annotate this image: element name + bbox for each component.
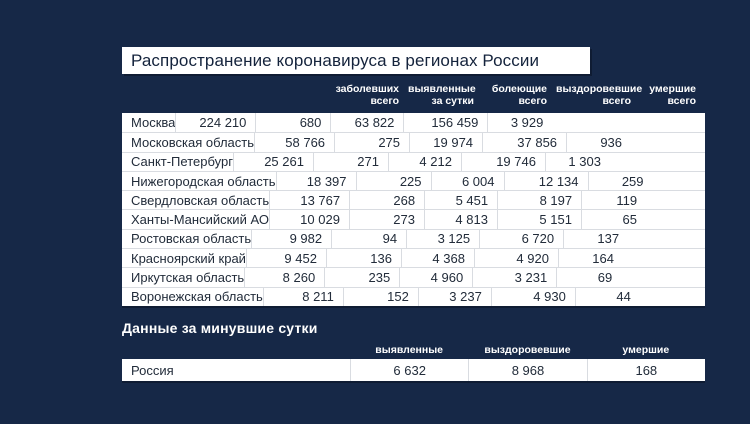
daily-recovered-cell: 8 968 bbox=[468, 359, 586, 381]
recovered-cell: 12 134 bbox=[504, 172, 588, 190]
daily-cases-cell: 235 bbox=[324, 268, 399, 286]
header-active-cases: болеющие всего bbox=[491, 83, 547, 107]
deaths-cell: 3 929 bbox=[487, 113, 552, 132]
daily-cases-cell: 225 bbox=[356, 172, 431, 190]
total-cases-cell: 9 982 bbox=[251, 230, 331, 248]
total-cases-cell: 10 029 bbox=[269, 210, 349, 228]
recovered-cell: 4 930 bbox=[491, 288, 575, 306]
daily-header-deaths: умершие bbox=[622, 344, 670, 356]
recovered-cell: 5 151 bbox=[497, 210, 581, 228]
region-name-cell: Санкт-Петербург bbox=[131, 154, 233, 170]
recovered-cell: 37 856 bbox=[482, 133, 566, 151]
total-cases-cell: 224 210 bbox=[175, 113, 255, 132]
daily-detected-cell: 6 632 bbox=[350, 359, 468, 381]
total-cases-cell: 25 261 bbox=[233, 153, 313, 171]
active-cases-cell: 3 125 bbox=[406, 230, 479, 248]
daily-cases-cell: 268 bbox=[349, 191, 424, 209]
recovered-cell: 3 231 bbox=[472, 268, 556, 286]
title-box bbox=[122, 47, 590, 74]
region-name-cell: Московская область bbox=[131, 134, 255, 150]
table-row bbox=[122, 287, 705, 306]
deaths-cell: 44 bbox=[575, 288, 640, 306]
daily-cases-cell: 271 bbox=[313, 153, 388, 171]
active-cases-cell: 4 813 bbox=[424, 210, 497, 228]
deaths-cell: 259 bbox=[588, 172, 653, 190]
region-name-cell: Ростовская область bbox=[131, 231, 252, 247]
active-cases-cell: 3 237 bbox=[418, 288, 491, 306]
region-name-cell: Ханты-Мансийский АО bbox=[131, 212, 269, 228]
total-cases-cell: 8 211 bbox=[263, 288, 343, 306]
recovered-cell: 8 197 bbox=[497, 191, 581, 209]
table-row bbox=[122, 132, 705, 151]
total-cases-cell: 8 260 bbox=[244, 268, 324, 286]
recovered-cell: 156 459 bbox=[403, 113, 487, 132]
deaths-cell: 69 bbox=[556, 268, 621, 286]
active-cases-cell: 6 004 bbox=[431, 172, 504, 190]
russia-daily-row bbox=[122, 359, 705, 381]
daily-cases-cell: 152 bbox=[343, 288, 418, 306]
table-row bbox=[122, 229, 705, 248]
table-row bbox=[122, 190, 705, 209]
regions-table bbox=[122, 113, 705, 306]
deaths-cell: 65 bbox=[581, 210, 646, 228]
region-name-cell: Нижегородская область bbox=[131, 173, 276, 189]
daily-header-spacer bbox=[122, 345, 350, 356]
header-total-cases: заболевших всего bbox=[335, 83, 399, 107]
country-name-cell: Россия bbox=[131, 362, 174, 378]
header-recovered: выздоровевшие всего bbox=[556, 83, 643, 107]
total-cases-cell: 58 766 bbox=[254, 133, 334, 151]
daily-table-column-headers bbox=[122, 345, 705, 356]
deaths-cell: 119 bbox=[581, 191, 646, 209]
table-row bbox=[122, 209, 705, 228]
daily-cases-cell: 680 bbox=[255, 113, 330, 132]
deaths-cell: 137 bbox=[563, 230, 628, 248]
total-cases-cell: 9 452 bbox=[246, 249, 326, 267]
table-row bbox=[122, 248, 705, 267]
total-cases-cell: 18 397 bbox=[276, 172, 356, 190]
region-name-cell: Воронежская область bbox=[131, 289, 263, 305]
daily-cases-cell: 275 bbox=[334, 133, 409, 151]
header-deaths: умершие всего bbox=[649, 83, 696, 107]
table-row bbox=[122, 267, 705, 286]
recovered-cell: 6 720 bbox=[479, 230, 563, 248]
daily-header-detected: выявленные bbox=[375, 344, 444, 356]
daily-deaths-cell: 168 bbox=[587, 359, 705, 381]
region-name-cell: Красноярский край bbox=[131, 250, 246, 266]
deaths-cell: 1 303 bbox=[545, 153, 610, 171]
region-name-cell: Свердловская область bbox=[131, 192, 270, 208]
table-row bbox=[122, 113, 705, 132]
active-cases-cell: 63 822 bbox=[330, 113, 403, 132]
table-row bbox=[122, 171, 705, 190]
deaths-cell: 164 bbox=[558, 249, 623, 267]
daily-cases-cell: 94 bbox=[331, 230, 406, 248]
daily-header-recovered: выздоровевшие bbox=[484, 344, 571, 356]
region-name-cell: Иркутская область bbox=[131, 270, 245, 286]
active-cases-cell: 4 368 bbox=[401, 249, 474, 267]
recovered-cell: 4 920 bbox=[474, 249, 558, 267]
daily-cases-cell: 273 bbox=[349, 210, 424, 228]
recovered-cell: 19 746 bbox=[461, 153, 545, 171]
daily-section-heading: Данные за минувшие сутки bbox=[122, 320, 318, 336]
deaths-cell: 936 bbox=[566, 133, 631, 151]
main-table-column-headers bbox=[122, 84, 705, 107]
table-row bbox=[122, 152, 705, 171]
active-cases-cell: 19 974 bbox=[409, 133, 482, 151]
page-title: Распространение коронавируса в регионах России bbox=[131, 50, 540, 70]
header-daily-cases: выявленные за сутки bbox=[408, 83, 476, 107]
active-cases-cell: 4 212 bbox=[388, 153, 461, 171]
header-region-spacer bbox=[122, 84, 328, 107]
daily-cases-cell: 136 bbox=[326, 249, 401, 267]
active-cases-cell: 5 451 bbox=[424, 191, 497, 209]
region-name-cell: Москва bbox=[131, 115, 176, 131]
total-cases-cell: 13 767 bbox=[269, 191, 349, 209]
active-cases-cell: 4 960 bbox=[399, 268, 472, 286]
